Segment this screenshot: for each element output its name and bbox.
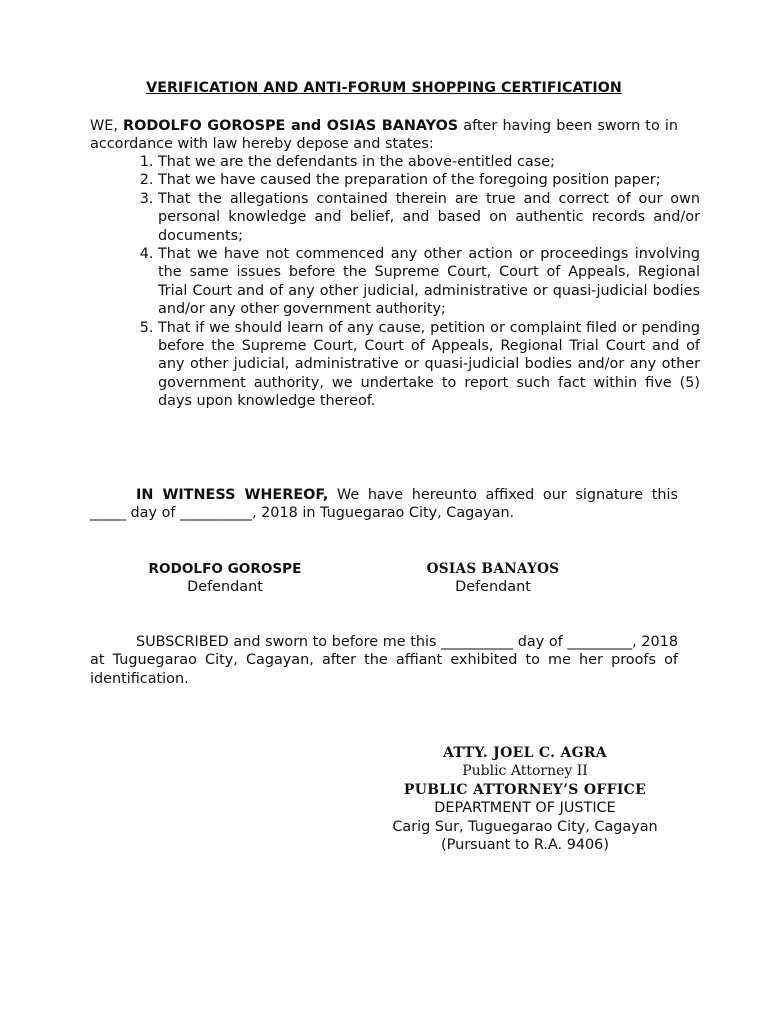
statements-list xyxy=(90,153,700,411)
signatory-block xyxy=(412,560,574,597)
jurat-text: SUBSCRIBED and sworn to before me this __________ day of _________, 2018 at Tuguegarao City, Cagayan, after the affiant exhibited to me her proofs of identification. xyxy=(90,634,678,687)
statement-item: 3. That the allegations contained therein are true and correct of our own personal knowledge and belief, and based on authentic records and/or documents; xyxy=(158,190,700,245)
notary-block xyxy=(370,744,680,854)
notary-authority: (Pursuant to R.A. 9406) xyxy=(441,837,609,854)
witness-rest: We have hereunto affixed our signature this _____ day of __________, 2018 in Tuguegarao City, Cagayan. xyxy=(90,487,678,522)
affiant-names: RODOLFO GOROSPE and OSIAS BANAYOS xyxy=(123,118,459,134)
signatory-block xyxy=(134,560,316,597)
intro-prefix: WE, xyxy=(90,118,124,134)
signatory-name: RODOLFO GOROSPE xyxy=(148,561,302,577)
notary-office: PUBLIC ATTORNEY’S OFFICE xyxy=(403,781,647,798)
signatory-role: Defendant xyxy=(455,579,531,596)
notary-address: Carig Sur, Tuguegarao City, Cagayan xyxy=(392,818,658,835)
notary-department: DEPARTMENT OF JUSTICE xyxy=(434,800,616,817)
document-title: VERIFICATION AND ANTI-FORUM SHOPPING CERTIFICATION xyxy=(146,80,622,96)
statement-item: 1. That we are the defendants in the above-entitled case; xyxy=(158,153,700,171)
witness-paragraph xyxy=(90,486,678,523)
signatory-name: OSIAS BANAYOS xyxy=(426,561,560,577)
statement-item: 4. That we have not commenced any other action or proceedings involving the same issues before the Supreme Court, Court of Appeals, Regional Trial Court and of any other judicial, administrative or quasi-judicial bodies and/or any other government authority; xyxy=(158,245,700,319)
signatory-role: Defendant xyxy=(187,579,263,596)
witness-lead: IN WITNESS WHEREOF, xyxy=(136,487,329,503)
notary-position: Public Attorney II xyxy=(462,763,588,780)
intro-paragraph xyxy=(90,117,678,154)
statement-item: 2. That we have caused the preparation of the foregoing position paper; xyxy=(158,171,700,189)
statement-item: 5. That if we should learn of any cause, petition or complaint filed or pending before the Supreme Court, Court of Appeals, Regional Trial Court and of any other judicial, administrative or quasi-judicial bodies and/or any other government authority, we undertake to report such fact within five (5) days upon knowledge thereof. xyxy=(158,319,700,411)
notary-name: ATTY. JOEL C. AGRA xyxy=(443,745,607,761)
intro-rest: after having been sworn to in accordance with law hereby depose and states: xyxy=(90,118,678,153)
jurat-paragraph xyxy=(90,633,678,688)
